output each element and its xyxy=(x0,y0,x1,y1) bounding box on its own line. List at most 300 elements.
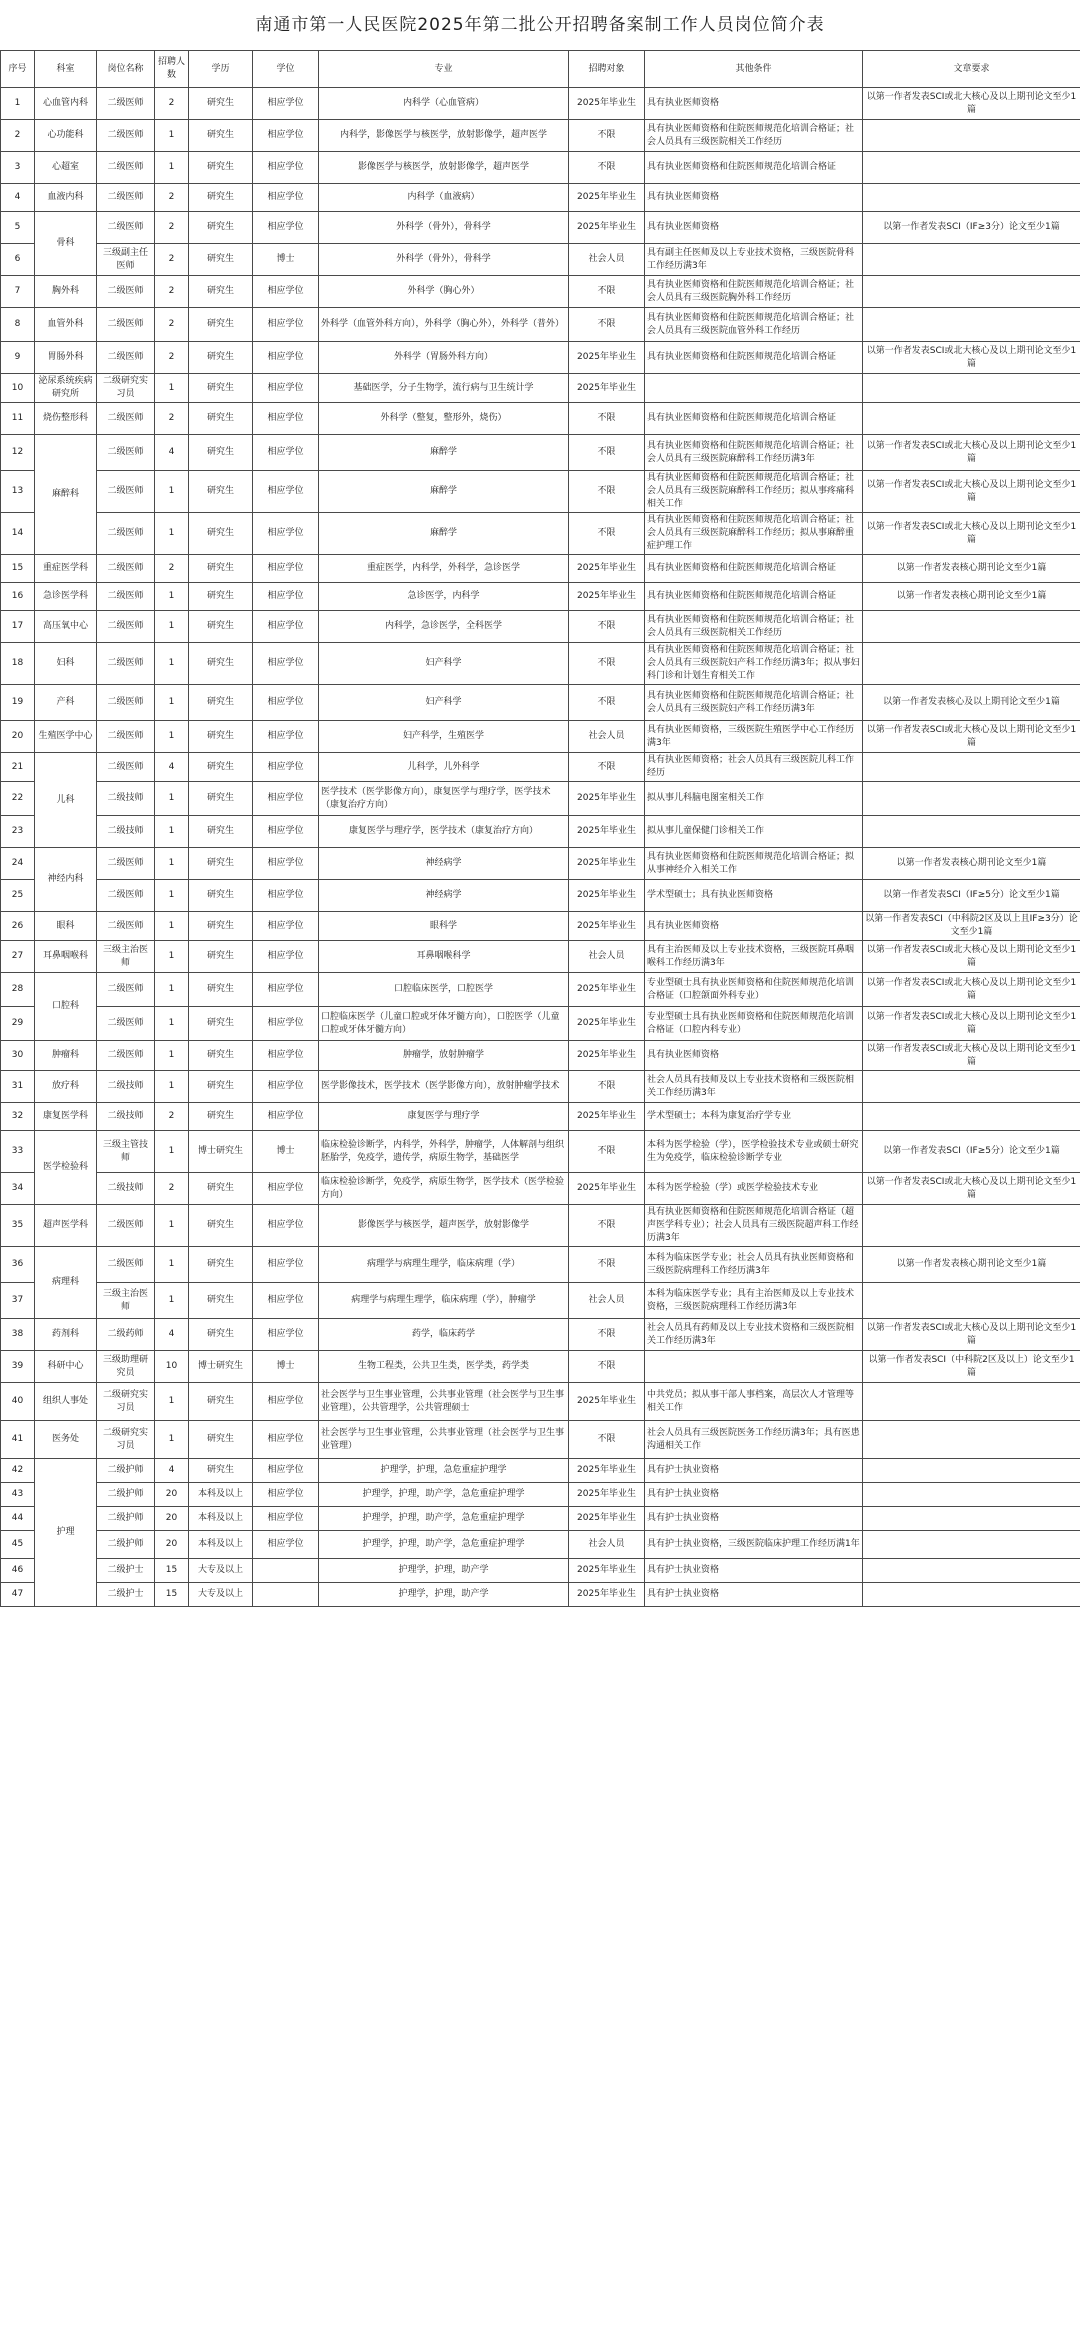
education: 研究生 xyxy=(189,1383,253,1421)
post-name: 二级护士 xyxy=(97,1559,155,1583)
other-conditions: 具有执业医师资格，三级医院生殖医学中心工作经历满3年 xyxy=(645,721,863,753)
headcount: 1 xyxy=(155,1383,189,1421)
other-conditions xyxy=(645,374,863,403)
department: 药剂科 xyxy=(35,1319,97,1351)
education: 研究生 xyxy=(189,471,253,513)
other-conditions: 具有护士执业资格 xyxy=(645,1559,863,1583)
article-requirement: 以第一作者发表SCI或北大核心及以上期刊论文至少1篇 xyxy=(863,88,1080,120)
major: 医学影像技术，医学技术（医学影像方向），放射肿瘤学技术 xyxy=(319,1071,569,1103)
headcount: 1 xyxy=(155,912,189,941)
table-row xyxy=(1,880,1080,912)
applicant-type: 2025年毕业生 xyxy=(569,973,645,1007)
row-number: 18 xyxy=(1,643,35,685)
header-no: 序号 xyxy=(1,51,35,88)
headcount: 2 xyxy=(155,1103,189,1131)
post-name: 二级医师 xyxy=(97,342,155,374)
post-name: 二级护士 xyxy=(97,1583,155,1607)
applicant-type: 不限 xyxy=(569,1071,645,1103)
other-conditions: 拟从事儿科脑电图室相关工作 xyxy=(645,782,863,816)
row-number: 46 xyxy=(1,1559,35,1583)
other-conditions: 具有执业医师资格 xyxy=(645,912,863,941)
header-target: 招聘对象 xyxy=(569,51,645,88)
degree: 相应学位 xyxy=(253,1421,319,1459)
row-number: 22 xyxy=(1,782,35,816)
degree: 相应学位 xyxy=(253,1483,319,1507)
department: 心超室 xyxy=(35,152,97,184)
article-requirement: 以第一作者发表SCI（IF≥5分）论文至少1篇 xyxy=(863,880,1080,912)
other-conditions: 具有执业医师资格和住院医师规范化培训合格证；社会人员具有三级医院血管外科工作经历 xyxy=(645,308,863,342)
article-requirement xyxy=(863,1507,1080,1531)
other-conditions: 社会人员具有技师及以上专业技术资格和三级医院相关工作经历满3年 xyxy=(645,1071,863,1103)
degree: 相应学位 xyxy=(253,1205,319,1247)
major: 护理学，护理，助产学，急危重症护理学 xyxy=(319,1531,569,1559)
article-requirement: 以第一作者发表核心期刊论文至少1篇 xyxy=(863,848,1080,880)
applicant-type: 2025年毕业生 xyxy=(569,1507,645,1531)
education: 本科及以上 xyxy=(189,1483,253,1507)
applicant-type: 2025年毕业生 xyxy=(569,1041,645,1071)
article-requirement xyxy=(863,1559,1080,1583)
education: 研究生 xyxy=(189,816,253,848)
headcount: 1 xyxy=(155,880,189,912)
header-post: 岗位名称 xyxy=(97,51,155,88)
department: 心血管内科 xyxy=(35,88,97,120)
applicant-type: 2025年毕业生 xyxy=(569,1173,645,1205)
education: 研究生 xyxy=(189,973,253,1007)
other-conditions: 具有执业医师资格 xyxy=(645,212,863,244)
row-number: 45 xyxy=(1,1531,35,1559)
headcount: 2 xyxy=(155,212,189,244)
education: 本科及以上 xyxy=(189,1531,253,1559)
education: 研究生 xyxy=(189,643,253,685)
post-name: 二级研究实习员 xyxy=(97,1383,155,1421)
headcount: 1 xyxy=(155,374,189,403)
other-conditions: 本科为临床医学专业；具有主治医师及以上专业技术资格，三级医院病理科工作经历满3年 xyxy=(645,1283,863,1319)
table-row xyxy=(1,1351,1080,1383)
headcount: 1 xyxy=(155,1041,189,1071)
table-body xyxy=(1,88,1080,1607)
applicant-type: 2025年毕业生 xyxy=(569,342,645,374)
post-name: 二级医师 xyxy=(97,120,155,152)
degree: 相应学位 xyxy=(253,1283,319,1319)
headcount: 1 xyxy=(155,120,189,152)
post-name: 二级技师 xyxy=(97,1103,155,1131)
headcount: 20 xyxy=(155,1531,189,1559)
article-requirement xyxy=(863,1383,1080,1421)
row-number: 26 xyxy=(1,912,35,941)
row-number: 23 xyxy=(1,816,35,848)
article-requirement xyxy=(863,1583,1080,1607)
education: 研究生 xyxy=(189,342,253,374)
post-name: 二级医师 xyxy=(97,276,155,308)
article-requirement xyxy=(863,1531,1080,1559)
other-conditions: 具有执业医师资格 xyxy=(645,184,863,212)
major: 影像医学与核医学，放射影像学，超声医学 xyxy=(319,152,569,184)
row-number: 16 xyxy=(1,583,35,611)
applicant-type: 2025年毕业生 xyxy=(569,1103,645,1131)
article-requirement: 以第一作者发表SCI（IF≥5分）论文至少1篇 xyxy=(863,1131,1080,1173)
applicant-type: 不限 xyxy=(569,1421,645,1459)
row-number: 41 xyxy=(1,1421,35,1459)
education: 本科及以上 xyxy=(189,1507,253,1531)
row-number: 39 xyxy=(1,1351,35,1383)
applicant-type: 不限 xyxy=(569,753,645,782)
degree xyxy=(253,1559,319,1583)
table-row xyxy=(1,342,1080,374)
article-requirement xyxy=(863,1071,1080,1103)
degree: 相应学位 xyxy=(253,1007,319,1041)
table-row xyxy=(1,1583,1080,1607)
table-row xyxy=(1,1483,1080,1507)
applicant-type: 不限 xyxy=(569,1131,645,1173)
degree: 相应学位 xyxy=(253,816,319,848)
other-conditions: 具有护士执业资格 xyxy=(645,1583,863,1607)
article-requirement: 以第一作者发表SCI或北大核心及以上期刊论文至少1篇 xyxy=(863,941,1080,973)
article-requirement: 以第一作者发表SCI或北大核心及以上期刊论文至少1篇 xyxy=(863,342,1080,374)
other-conditions: 具有执业医师资格 xyxy=(645,1041,863,1071)
applicant-type: 不限 xyxy=(569,513,645,555)
table-row xyxy=(1,1283,1080,1319)
degree: 相应学位 xyxy=(253,308,319,342)
table-row xyxy=(1,1041,1080,1071)
headcount: 2 xyxy=(155,555,189,583)
article-requirement: 以第一作者发表SCI（中科院2区及以上且IF≥3分）论文至少1篇 xyxy=(863,912,1080,941)
headcount: 2 xyxy=(155,244,189,276)
degree: 相应学位 xyxy=(253,583,319,611)
department: 肿瘤科 xyxy=(35,1041,97,1071)
other-conditions: 具有副主任医师及以上专业技术资格，三级医院骨科工作经历满3年 xyxy=(645,244,863,276)
applicant-type: 不限 xyxy=(569,435,645,471)
headcount: 2 xyxy=(155,308,189,342)
major: 护理学，护理，助产学，急危重症护理学 xyxy=(319,1507,569,1531)
post-name: 二级技师 xyxy=(97,1173,155,1205)
article-requirement: 以第一作者发表SCI或北大核心及以上期刊论文至少1篇 xyxy=(863,721,1080,753)
row-number: 11 xyxy=(1,403,35,435)
department: 神经内科 xyxy=(35,848,97,912)
education: 研究生 xyxy=(189,308,253,342)
major: 社会医学与卫生事业管理，公共事业管理（社会医学与卫生事业管理） xyxy=(319,1421,569,1459)
post-name: 二级医师 xyxy=(97,1007,155,1041)
department: 重症医学科 xyxy=(35,555,97,583)
row-number: 21 xyxy=(1,753,35,782)
headcount: 1 xyxy=(155,782,189,816)
article-requirement: 以第一作者发表SCI（中科院2区及以上）论文至少1篇 xyxy=(863,1351,1080,1383)
major: 药学，临床药学 xyxy=(319,1319,569,1351)
degree: 相应学位 xyxy=(253,611,319,643)
applicant-type: 社会人员 xyxy=(569,941,645,973)
table-row xyxy=(1,941,1080,973)
major: 护理学，护理，助产学，急危重症护理学 xyxy=(319,1483,569,1507)
post-name: 三级主治医师 xyxy=(97,1283,155,1319)
other-conditions: 具有执业医师资格 xyxy=(645,88,863,120)
header-conditions: 其他条件 xyxy=(645,51,863,88)
department: 康复医学科 xyxy=(35,1103,97,1131)
headcount: 1 xyxy=(155,1007,189,1041)
row-number: 8 xyxy=(1,308,35,342)
table-row xyxy=(1,152,1080,184)
headcount: 1 xyxy=(155,721,189,753)
headcount: 1 xyxy=(155,611,189,643)
degree: 相应学位 xyxy=(253,374,319,403)
other-conditions: 具有执业医师资格和住院医师规范化培训合格证；社会人员具有三级医院胸外科工作经历 xyxy=(645,276,863,308)
degree: 相应学位 xyxy=(253,1173,319,1205)
degree: 相应学位 xyxy=(253,685,319,721)
row-number: 42 xyxy=(1,1459,35,1483)
other-conditions: 社会人员具有三级医院医务工作经历满3年；具有医患沟通相关工作 xyxy=(645,1421,863,1459)
row-number: 44 xyxy=(1,1507,35,1531)
department: 血管外科 xyxy=(35,308,97,342)
header-article: 文章要求 xyxy=(863,51,1080,88)
headcount: 2 xyxy=(155,184,189,212)
department: 护理 xyxy=(35,1459,97,1607)
table-row xyxy=(1,1007,1080,1041)
headcount: 1 xyxy=(155,1247,189,1283)
headcount: 1 xyxy=(155,513,189,555)
degree: 相应学位 xyxy=(253,1041,319,1071)
headcount: 1 xyxy=(155,1283,189,1319)
post-name: 二级医师 xyxy=(97,912,155,941)
degree: 相应学位 xyxy=(253,403,319,435)
article-requirement: 以第一作者发表SCI或北大核心及以上期刊论文至少1篇 xyxy=(863,435,1080,471)
post-name: 二级医师 xyxy=(97,721,155,753)
post-name: 二级医师 xyxy=(97,643,155,685)
table-row xyxy=(1,782,1080,816)
post-name: 二级研究实习员 xyxy=(97,374,155,403)
table-row xyxy=(1,1459,1080,1483)
major: 外科学（血管外科方向），外科学（胸心外），外科学（普外） xyxy=(319,308,569,342)
row-number: 15 xyxy=(1,555,35,583)
other-conditions: 具有执业医师资格和住院医师规范化培训合格证（超声医学科专业）；社会人员具有三级医院超声科工作经历满3年 xyxy=(645,1205,863,1247)
post-name: 二级医师 xyxy=(97,308,155,342)
major: 内科学，急诊医学，全科医学 xyxy=(319,611,569,643)
row-number: 6 xyxy=(1,244,35,276)
headcount: 1 xyxy=(155,1421,189,1459)
table-row xyxy=(1,435,1080,471)
headcount: 2 xyxy=(155,342,189,374)
table-row xyxy=(1,753,1080,782)
article-requirement: 以第一作者发表SCI或北大核心及以上期刊论文至少1篇 xyxy=(863,973,1080,1007)
other-conditions: 具有执业医师资格和住院医师规范化培训合格证；社会人员具有三级医院妇产科工作经历满3年；拟从事妇科门诊和计划生育相关工作 xyxy=(645,643,863,685)
education: 研究生 xyxy=(189,212,253,244)
major: 内科学（心血管病） xyxy=(319,88,569,120)
degree: 相应学位 xyxy=(253,880,319,912)
education: 研究生 xyxy=(189,912,253,941)
headcount: 15 xyxy=(155,1583,189,1607)
row-number: 34 xyxy=(1,1173,35,1205)
headcount: 1 xyxy=(155,1205,189,1247)
major: 护理学，护理，急危重症护理学 xyxy=(319,1459,569,1483)
article-requirement xyxy=(863,1483,1080,1507)
major: 外科学（胃肠外科方向） xyxy=(319,342,569,374)
department: 放疗科 xyxy=(35,1071,97,1103)
other-conditions: 本科为医学检验（学）或医学检验技术专业 xyxy=(645,1173,863,1205)
other-conditions: 具有执业医师资格和住院医师规范化培训合格证；社会人员具有三级医院麻醉科工作经历；拟从事疼痛科相关工作 xyxy=(645,471,863,513)
department: 医学检验科 xyxy=(35,1131,97,1205)
table-row xyxy=(1,583,1080,611)
education: 博士研究生 xyxy=(189,1131,253,1173)
headcount: 10 xyxy=(155,1351,189,1383)
education: 研究生 xyxy=(189,120,253,152)
applicant-type: 不限 xyxy=(569,276,645,308)
major: 麻醉学 xyxy=(319,435,569,471)
row-number: 14 xyxy=(1,513,35,555)
major: 社会医学与卫生事业管理，公共事业管理（社会医学与卫生事业管理），公共管理学，公共管理硕士 xyxy=(319,1383,569,1421)
education: 研究生 xyxy=(189,941,253,973)
education: 研究生 xyxy=(189,1041,253,1071)
article-requirement xyxy=(863,184,1080,212)
table-row xyxy=(1,816,1080,848)
applicant-type: 不限 xyxy=(569,308,645,342)
department: 儿科 xyxy=(35,753,97,848)
major: 内科学，影像医学与核医学，放射影像学，超声医学 xyxy=(319,120,569,152)
applicant-type: 2025年毕业生 xyxy=(569,555,645,583)
major: 医学技术（医学影像方向），康复医学与理疗学，医学技术（康复治疗方向） xyxy=(319,782,569,816)
education: 研究生 xyxy=(189,403,253,435)
department: 超声医学科 xyxy=(35,1205,97,1247)
row-number: 10 xyxy=(1,374,35,403)
row-number: 1 xyxy=(1,88,35,120)
applicant-type: 社会人员 xyxy=(569,1531,645,1559)
article-requirement xyxy=(863,782,1080,816)
other-conditions: 学术型硕士；本科为康复治疗学专业 xyxy=(645,1103,863,1131)
major: 生物工程类，公共卫生类，医学类，药学类 xyxy=(319,1351,569,1383)
table-row xyxy=(1,471,1080,513)
headcount: 1 xyxy=(155,471,189,513)
major: 外科学（整复，整形外，烧伤） xyxy=(319,403,569,435)
education: 研究生 xyxy=(189,88,253,120)
article-requirement: 以第一作者发表SCI或北大核心及以上期刊论文至少1篇 xyxy=(863,1007,1080,1041)
education: 研究生 xyxy=(189,1071,253,1103)
page-title: 南通市第一人民医院2025年第二批公开招聘备案制工作人员岗位简介表 xyxy=(255,15,825,35)
degree: 相应学位 xyxy=(253,1071,319,1103)
other-conditions: 专业型硕士具有执业医师资格和住院医师规范化培训合格证（口腔内科专业） xyxy=(645,1007,863,1041)
article-requirement xyxy=(863,276,1080,308)
post-name: 三级主管技师 xyxy=(97,1131,155,1173)
degree: 相应学位 xyxy=(253,342,319,374)
major: 麻醉学 xyxy=(319,471,569,513)
degree: 相应学位 xyxy=(253,120,319,152)
other-conditions: 具有执业医师资格；社会人员具有三级医院儿科工作经历 xyxy=(645,753,863,782)
article-requirement xyxy=(863,120,1080,152)
degree: 相应学位 xyxy=(253,1103,319,1131)
applicant-type: 2025年毕业生 xyxy=(569,1383,645,1421)
post-name: 二级护师 xyxy=(97,1459,155,1483)
header-num: 招聘人数 xyxy=(155,51,189,88)
table-row xyxy=(1,1559,1080,1583)
article-requirement xyxy=(863,152,1080,184)
article-requirement: 以第一作者发表SCI或北大核心及以上期刊论文至少1篇 xyxy=(863,1173,1080,1205)
headcount: 2 xyxy=(155,276,189,308)
row-number: 31 xyxy=(1,1071,35,1103)
post-name: 二级医师 xyxy=(97,403,155,435)
row-number: 43 xyxy=(1,1483,35,1507)
applicant-type: 不限 xyxy=(569,471,645,513)
headcount: 1 xyxy=(155,583,189,611)
other-conditions: 具有护士执业资格 xyxy=(645,1507,863,1531)
major: 重症医学，内科学，外科学，急诊医学 xyxy=(319,555,569,583)
headcount: 2 xyxy=(155,88,189,120)
education: 研究生 xyxy=(189,1173,253,1205)
major: 眼科学 xyxy=(319,912,569,941)
row-number: 33 xyxy=(1,1131,35,1173)
education: 研究生 xyxy=(189,555,253,583)
applicant-type: 2025年毕业生 xyxy=(569,1459,645,1483)
article-requirement: 以第一作者发表核心及以上期刊论文至少1篇 xyxy=(863,685,1080,721)
degree: 相应学位 xyxy=(253,941,319,973)
education: 研究生 xyxy=(189,152,253,184)
applicant-type: 2025年毕业生 xyxy=(569,880,645,912)
other-conditions: 具有主治医师及以上专业技术资格，三级医院耳鼻咽喉科工作经历满3年 xyxy=(645,941,863,973)
degree: 相应学位 xyxy=(253,513,319,555)
post-name: 二级医师 xyxy=(97,212,155,244)
table-row xyxy=(1,555,1080,583)
row-number: 13 xyxy=(1,471,35,513)
headcount: 4 xyxy=(155,435,189,471)
article-requirement xyxy=(863,403,1080,435)
row-number: 24 xyxy=(1,848,35,880)
other-conditions: 中共党员；拟从事干部人事档案，高层次人才管理等相关工作 xyxy=(645,1383,863,1421)
education: 研究生 xyxy=(189,513,253,555)
row-number: 3 xyxy=(1,152,35,184)
applicant-type: 不限 xyxy=(569,611,645,643)
headcount: 1 xyxy=(155,643,189,685)
education: 研究生 xyxy=(189,753,253,782)
education: 研究生 xyxy=(189,721,253,753)
other-conditions xyxy=(645,1351,863,1383)
other-conditions: 具有护士执业资格，三级医院临床护理工作经历满1年 xyxy=(645,1531,863,1559)
other-conditions: 本科为医学检验（学），医学检验技术专业或硕士研究生为免疫学，临床检验诊断学专业 xyxy=(645,1131,863,1173)
post-name: 二级医师 xyxy=(97,513,155,555)
degree: 相应学位 xyxy=(253,184,319,212)
department: 泌尿系统疾病研究所 xyxy=(35,374,97,403)
major: 病理学与病理生理学，临床病理（学） xyxy=(319,1247,569,1283)
major: 临床检验诊断学，内科学，外科学，肿瘤学，人体解剖与组织胚胎学，免疫学，遗传学，病原生物学，基础医学 xyxy=(319,1131,569,1173)
table-row xyxy=(1,1071,1080,1103)
headcount: 1 xyxy=(155,1071,189,1103)
row-number: 4 xyxy=(1,184,35,212)
table-row xyxy=(1,1531,1080,1559)
department: 眼科 xyxy=(35,912,97,941)
article-requirement xyxy=(863,1205,1080,1247)
education: 博士研究生 xyxy=(189,1351,253,1383)
department: 骨科 xyxy=(35,212,97,276)
education: 研究生 xyxy=(189,1205,253,1247)
major: 肿瘤学，放射肿瘤学 xyxy=(319,1041,569,1071)
degree: 相应学位 xyxy=(253,88,319,120)
degree: 相应学位 xyxy=(253,555,319,583)
article-requirement xyxy=(863,816,1080,848)
post-name: 二级药师 xyxy=(97,1319,155,1351)
post-name: 二级医师 xyxy=(97,184,155,212)
other-conditions: 具有执业医师资格和住院医师规范化培训合格证；拟从事神经介入相关工作 xyxy=(645,848,863,880)
education: 研究生 xyxy=(189,1319,253,1351)
table-row xyxy=(1,685,1080,721)
post-name: 二级医师 xyxy=(97,471,155,513)
post-name: 二级医师 xyxy=(97,753,155,782)
department: 急诊医学科 xyxy=(35,583,97,611)
table-row xyxy=(1,184,1080,212)
article-requirement xyxy=(863,643,1080,685)
applicant-type: 不限 xyxy=(569,403,645,435)
education: 研究生 xyxy=(189,435,253,471)
education: 研究生 xyxy=(189,685,253,721)
applicant-type: 不限 xyxy=(569,685,645,721)
applicant-type: 2025年毕业生 xyxy=(569,583,645,611)
row-number: 36 xyxy=(1,1247,35,1283)
applicant-type: 不限 xyxy=(569,1205,645,1247)
table-row xyxy=(1,1131,1080,1173)
education: 研究生 xyxy=(189,880,253,912)
major: 口腔临床医学，口腔医学 xyxy=(319,973,569,1007)
